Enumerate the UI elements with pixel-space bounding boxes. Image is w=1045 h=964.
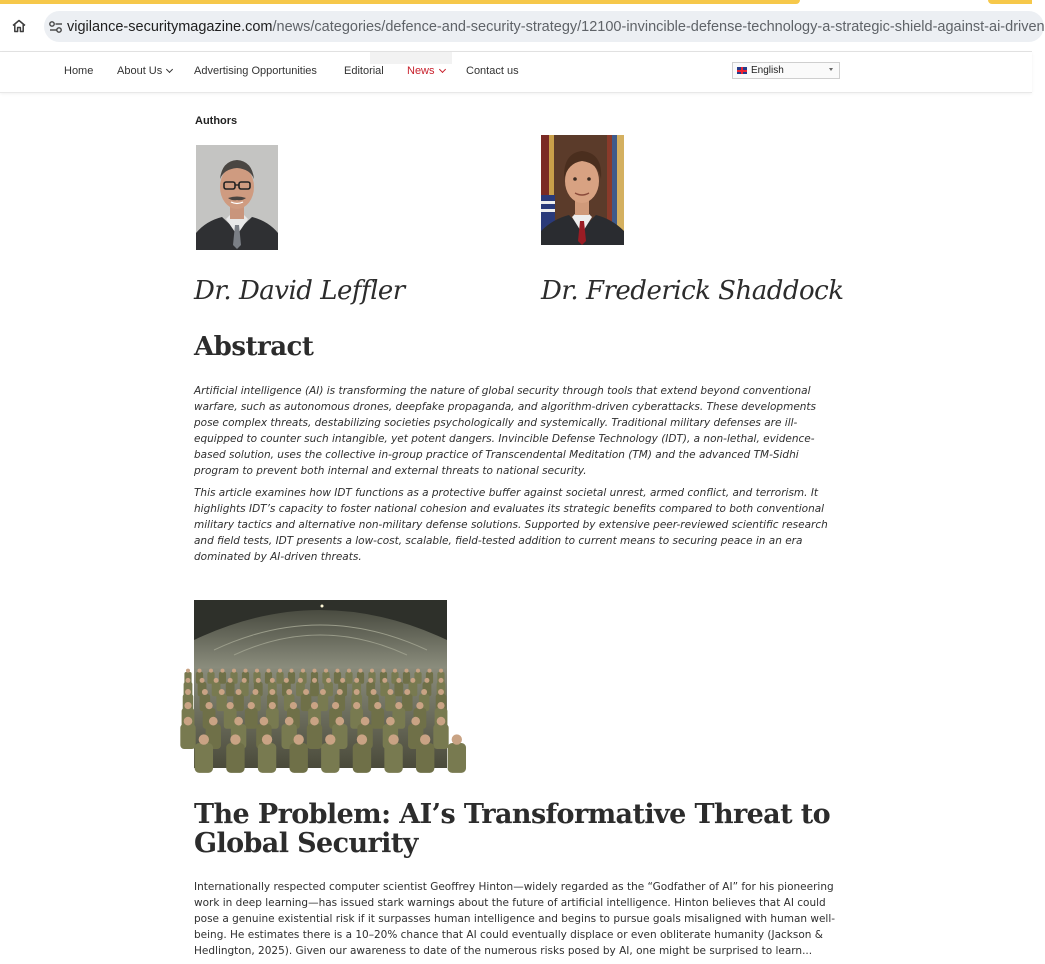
site-nav	[0, 52, 1032, 93]
url-path: /news/categories/defence-and-security-strategy/12100-invincible-defense-technology-a-strategic-shield-against-ai-driven	[272, 18, 1045, 35]
tune-icon[interactable]	[48, 11, 64, 42]
address-bar[interactable]	[44, 11, 1044, 42]
problem-paragraph: Internationally respected computer scientist Geoffrey Hinton—widely regarded as the “Godfather of AI” for his pioneering work in deep learning—has issued stark warnings about the future of artificial intelligence. Hinton believes that AI could pose a genuine existential risk if it surpasses human intelligence and begins to pursue goals misaligned with human well-being. He estimates there is a 10–20% chance that AI could eventually displace or even obliterate humanity (Jackson & Hedlington, 2025). Given our awareness to date of the numerous risks posed by AI, one might be surprised to learn...	[194, 881, 836, 957]
nav-home[interactable]	[64, 65, 93, 77]
url-host: vigilance-securitymagazine.com	[67, 18, 273, 35]
nav-news[interactable]	[407, 65, 445, 77]
nav-about-us[interactable]	[117, 65, 172, 77]
nav-about-label: About Us	[117, 65, 163, 77]
browser-toolbar	[0, 0, 1045, 52]
nav-contact-label: Contact us	[466, 65, 519, 77]
problem-heading: The Problem: AI’s Transformative Threat to Global Security	[194, 799, 831, 859]
abstract-heading: Abstract	[194, 332, 314, 362]
author-photo-leffler	[196, 145, 278, 250]
author-name-shaddock: Dr. Frederick Shaddock	[541, 276, 844, 306]
nav-news-label: News	[407, 65, 435, 77]
dropdown-arrow-icon	[829, 68, 833, 71]
language-value: English	[751, 65, 784, 76]
abstract-paragraph-1: Artificial intelligence (AI) is transforming the nature of global security through tools that extend beyond conventional warfare, such as autonomous drones, deepfake propaganda, and algorithm-driven cyberattacks. These developments pose complex threats, destabilizing societies psychologically and systemically. Traditional military defenses are ill-equipped to counter such intangible, yet potent dangers. Invincible Defense Technology (IDT), a non-lethal, evidence-based solution, uses the collective in-group practice of Transcendental Meditation (TM) and the advanced TM-Sidhi program to prevent both internal and external threats to national security.	[194, 385, 817, 477]
nav-advertising-label: Advertising Opportunities	[194, 65, 317, 77]
url-text[interactable]	[67, 19, 1045, 35]
author-name-leffler: Dr. David Leffler	[194, 276, 405, 306]
tab-accent	[0, 0, 800, 4]
nav-editorial-label: Editorial	[344, 65, 384, 77]
chevron-down-icon	[166, 66, 173, 73]
author-photo-shaddock	[541, 135, 624, 245]
home-icon[interactable]	[8, 15, 30, 37]
nav-advertising[interactable]	[194, 65, 317, 77]
abstract-paragraph-2: This article examines how IDT functions as a protective buffer against societal unrest, armed conflict, and terrorism. It highlights IDT’s capacity to foster national cohesion and evaluates its strategic benefits compared to both conventional military tactics and alternative non-military defense solutions. Supported by extensive peer-reviewed scientific research and field tests, IDT presents a low-cost, scalable, field-tested addition to current means to securing peace in an era dominated by AI-driven threats.	[194, 487, 828, 563]
soldiers-meditating-image	[194, 600, 447, 768]
nav-dropdown-shadow	[370, 52, 452, 64]
uk-flag-icon	[737, 67, 747, 74]
authors-heading: Authors	[195, 115, 238, 127]
language-select[interactable]	[732, 62, 840, 79]
nav-contact[interactable]	[466, 65, 519, 77]
chevron-down-icon	[438, 66, 445, 73]
nav-editorial[interactable]	[344, 65, 384, 77]
tab-accent-right	[988, 0, 1032, 4]
nav-home-label: Home	[64, 65, 94, 77]
